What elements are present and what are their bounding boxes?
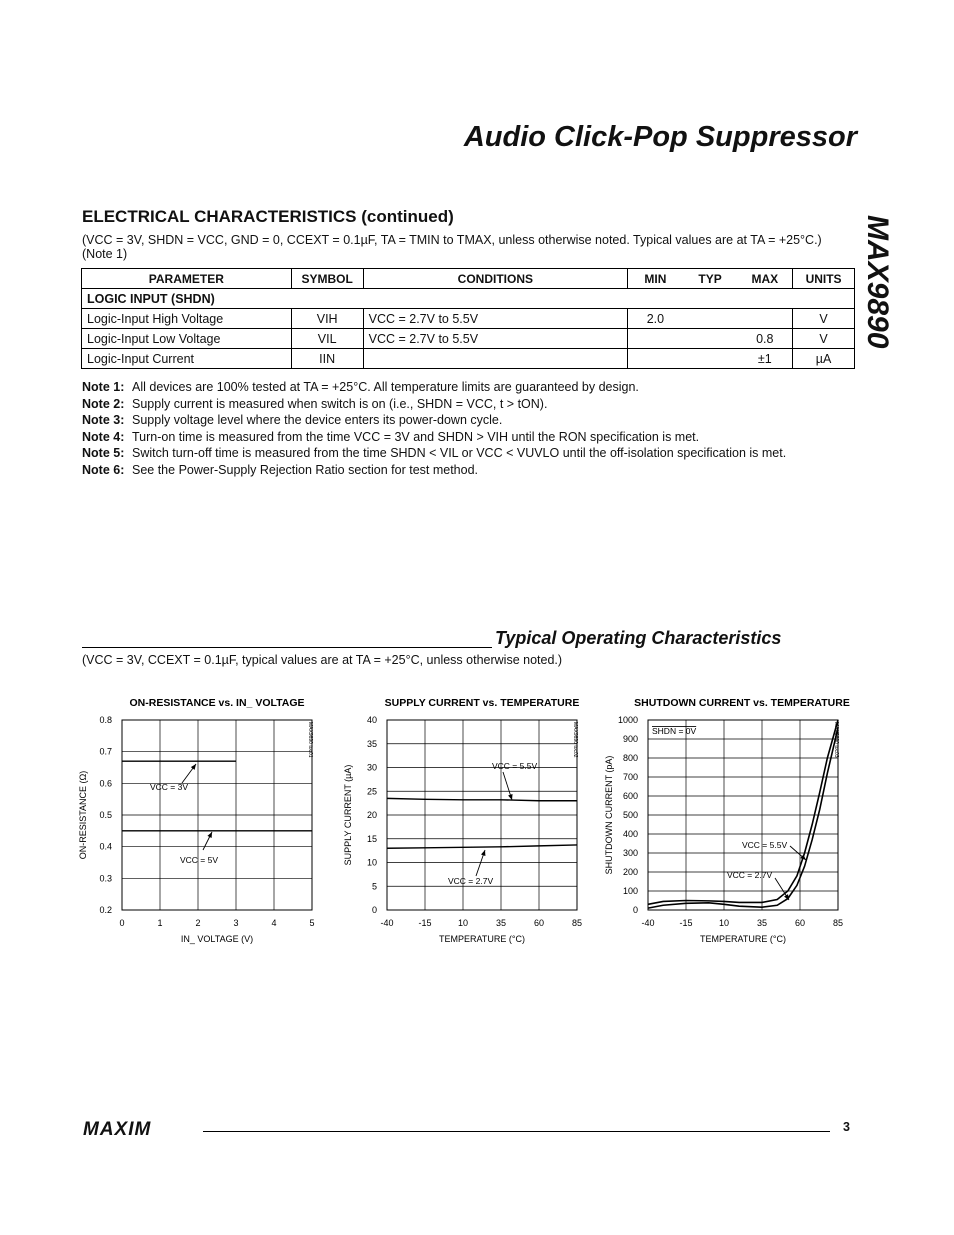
series-label: VCC = 5.5V (492, 761, 538, 771)
cell-min: 2.0 (628, 309, 683, 329)
cell-conditions: VCC = 2.7V to 5.5V (363, 309, 627, 329)
chart-1 (78, 697, 315, 944)
cell-symbol: VIH (291, 309, 363, 329)
charts-area (0, 680, 954, 960)
notes-list (82, 379, 786, 479)
note-label: Note 4: (82, 429, 125, 444)
note-item (82, 396, 786, 413)
x-tick-label: -40 (380, 918, 394, 928)
series-line (387, 845, 577, 848)
cell-conditions (363, 349, 627, 369)
note-text: Supply current is measured when switch is on (i.e., SHDN = VCC, t > tON). (132, 396, 548, 411)
x-tick-label: 1 (157, 918, 163, 928)
series-label: VCC = 2.7V (727, 870, 773, 880)
y-tick-label: 0.5 (99, 810, 112, 820)
y-tick-label: 0.6 (99, 778, 112, 789)
y-tick-label: 20 (366, 810, 377, 820)
maxim-logo (83, 1119, 193, 1144)
series-label: VCC = 2.7V (448, 876, 494, 886)
y-tick-label: 0.3 (99, 873, 112, 884)
arrow-head (508, 794, 512, 800)
x-tick-label: 10 (457, 918, 469, 928)
y-tick-label: 0 (371, 905, 377, 915)
cell-units: V (793, 309, 855, 329)
y-tick-label: 300 (622, 848, 638, 858)
y-tick-label: 40 (366, 715, 377, 725)
note-text: Supply voltage level where the device enters its power-down cycle. (132, 413, 503, 428)
col-symbol: SYMBOL (291, 269, 363, 289)
x-tick-label: 85 (571, 918, 583, 928)
x-axis-label: TEMPERATURE (°C) (700, 934, 786, 944)
arrow-head (481, 850, 485, 856)
electrical-characteristics-table (81, 268, 855, 369)
series-label: VCC = 5.5V (742, 840, 788, 850)
cell-typ (683, 309, 738, 329)
x-tick-label: 3 (233, 918, 239, 928)
x-tick-label: -15 (418, 918, 432, 928)
series-label: VCC = 3V (150, 782, 189, 792)
table-row (82, 329, 855, 349)
col-parameter: PARAMETER (82, 269, 292, 289)
y-tick-label: 0.2 (99, 905, 112, 915)
x-tick-label: 60 (533, 918, 545, 928)
test-conditions-note: (Note 1) (82, 247, 128, 261)
x-tick-label: 35 (495, 918, 507, 928)
x-tick-label: 4 (271, 918, 277, 928)
y-tick-label: 1000 (617, 715, 638, 725)
chart-title: SUPPLY CURRENT vs. TEMPERATURE (384, 697, 580, 709)
note-text: All devices are 100% tested at TA = +25°C. All temperature limits are guaranteed by design. (132, 380, 639, 394)
x-tick-label: 5 (309, 918, 315, 928)
table-row (82, 309, 855, 329)
y-axis-label: ON-RESISTANCE (Ω) (78, 770, 88, 860)
cell-max: 0.8 (737, 329, 792, 349)
x-tick-label: -40 (641, 918, 655, 928)
chart-title: ON-RESISTANCE vs. IN_ VOLTAGE (129, 697, 305, 709)
y-tick-label: 200 (622, 867, 638, 877)
note-text: Switch turn-off time is measured from the time SHDN < VIL or VCC < VUVLO until the off-isolation specification is met. (132, 446, 787, 461)
cell-max (737, 309, 792, 329)
y-tick-label: 0 (632, 905, 638, 915)
cell-units: µA (793, 349, 855, 369)
col-max: MAX (737, 269, 792, 289)
cell-max: ±1 (737, 349, 792, 369)
col-typ: TYP (683, 269, 738, 289)
y-tick-label: 35 (366, 738, 377, 749)
series-label: VCC = 5V (180, 855, 219, 865)
note-label: Note 6: (82, 462, 125, 477)
x-tick-label: 0 (119, 918, 125, 928)
note-item (82, 462, 786, 479)
cell-symbol: IIN (291, 349, 363, 369)
y-axis-label: SHUTDOWN CURRENT (pA) (604, 755, 614, 875)
x-tick-label: 60 (794, 918, 806, 928)
logo-text: MAXIM (83, 1119, 152, 1139)
table-header-row (82, 269, 855, 289)
part-number-text: MAX9890 (861, 215, 894, 349)
y-tick-label: 900 (622, 734, 638, 744)
chart-code: MAX9890 toc01 (307, 722, 313, 758)
series-line (648, 728, 838, 909)
col-min: MIN (628, 269, 683, 289)
col-conditions: CONDITIONS (363, 269, 627, 289)
y-tick-label: 5 (371, 881, 377, 892)
y-tick-label: 15 (366, 833, 377, 844)
cell-conditions: VCC = 2.7V to 5.5V (363, 329, 627, 349)
toc-conditions: (VCC = 3V, CCEXT = 0.1µF, typical values are at TA = +25°C, unless otherwise noted.) (82, 653, 563, 667)
cell-symbol: VIL (291, 329, 363, 349)
note-text: Turn-on time is measured from the time VCC = 3V and SHDN > VIH until the RON specification is met. (132, 429, 700, 444)
section-divider (82, 647, 492, 648)
cell-typ (683, 329, 738, 349)
page-title: Audio Click-Pop Suppressor (463, 121, 857, 153)
note-label: Note 5: (82, 446, 125, 461)
note-label: Note 2: (82, 396, 125, 411)
x-axis-label: TEMPERATURE (°C) (439, 934, 525, 944)
test-conditions: (VCC = 3V, SHDN = VCC, GND = 0, CCEXT = 0.1µF, TA = TMIN to TMAX, unless otherwise noted. Typical values are at TA = +25°C.) (82, 233, 822, 247)
y-tick-label: 0.8 (99, 715, 112, 725)
footer-rule (203, 1131, 830, 1132)
chart-code: MAX9890 toc03 (833, 722, 839, 758)
y-axis-label: SUPPLY CURRENT (µA) (343, 764, 353, 866)
series-line (387, 798, 577, 800)
cell-typ (683, 349, 738, 369)
x-tick-label: -15 (679, 918, 693, 928)
chart-annotation: SHDN = 0V (652, 726, 697, 736)
x-axis-label: IN_ VOLTAGE (V) (180, 934, 254, 944)
cell-min (628, 349, 683, 369)
chart-2 (343, 697, 582, 944)
y-tick-label: 700 (622, 772, 638, 782)
y-tick-label: 600 (622, 791, 638, 801)
x-tick-label: 10 (718, 918, 730, 928)
cell-units: V (793, 329, 855, 349)
y-tick-label: 800 (622, 753, 638, 763)
col-units: UNITS (793, 269, 855, 289)
y-tick-label: 10 (366, 857, 377, 868)
page-number: 3 (843, 1120, 850, 1134)
y-tick-label: 100 (622, 886, 638, 896)
part-number-vertical (858, 215, 910, 375)
chart-3 (604, 697, 850, 944)
cell-parameter: Logic-Input High Voltage (82, 309, 292, 329)
electrical-characteristics-heading: ELECTRICAL CHARACTERISTICS (continued) (82, 207, 454, 226)
note-item (82, 412, 786, 429)
y-tick-label: 30 (366, 762, 377, 773)
x-tick-label: 85 (832, 918, 844, 928)
y-tick-label: 0.7 (99, 746, 112, 757)
chart-title: SHUTDOWN CURRENT vs. TEMPERATURE (634, 697, 850, 709)
cell-min (628, 329, 683, 349)
note-item (82, 379, 786, 396)
arrow-head (191, 764, 196, 770)
y-tick-label: 25 (366, 786, 377, 797)
table-row (82, 349, 855, 369)
note-label: Note 1: (82, 380, 125, 394)
note-item (82, 429, 786, 446)
section-label: LOGIC INPUT (SHDN) (82, 289, 855, 309)
note-label: Note 3: (82, 413, 125, 428)
x-tick-label: 35 (756, 918, 768, 928)
toc-heading: Typical Operating Characteristics (495, 628, 782, 648)
cell-parameter: Logic-Input Low Voltage (82, 329, 292, 349)
note-text: See the Power-Supply Rejection Ratio section for test method. (132, 462, 479, 477)
cell-parameter: Logic-Input Current (82, 349, 292, 369)
x-tick-label: 2 (195, 918, 201, 928)
y-tick-label: 0.4 (99, 841, 112, 852)
table-section-row (82, 289, 855, 309)
y-tick-label: 400 (622, 829, 638, 839)
chart-code: MAX9890 toc02 (572, 722, 578, 758)
y-tick-label: 500 (622, 810, 638, 820)
note-item (82, 445, 786, 462)
